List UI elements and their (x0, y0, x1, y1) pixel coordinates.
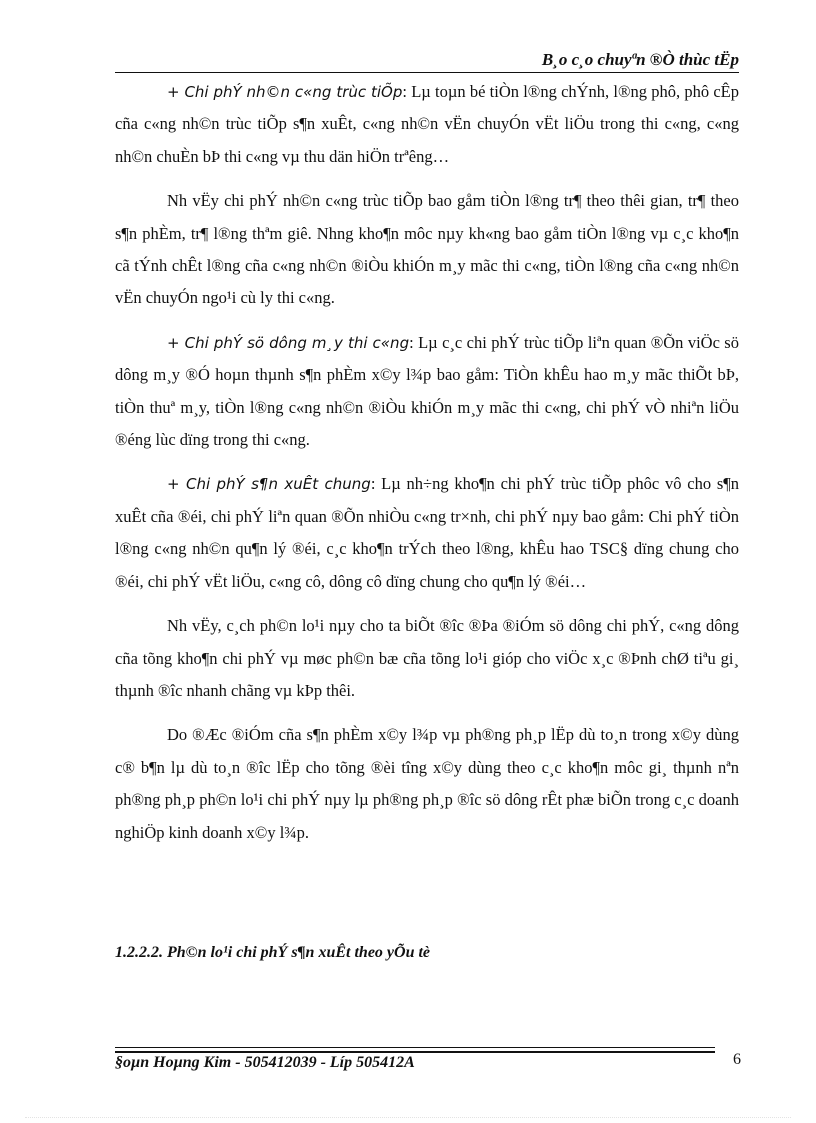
section-heading: 1.2.2.2. Ph©n lo¹i chi phÝ s¶n xuÊt theo yÕu tè (115, 944, 431, 961)
paragraph-classification-summary (115, 610, 739, 707)
paragraph-direct-labor (115, 76, 739, 173)
paragraph-machine-costs (115, 327, 739, 457)
paragraph-text: : Lµ toµn bé tiÒn l®ng chÝnh, l®ng phô, phô cÊp cña c«ng nh©n trùc tiÕp s¶n xuÊt, c«ng nh©n vËn chuyÓn vËt liÖu trong thi c«ng, c«ng nh©n chuÈn bÞ thi c«ng vµ thu dän hiÖn trªêng… (115, 82, 739, 166)
paragraph-text: : Lµ c¸c chi phÝ trùc tiÕp liªn quan ®Õn viÖc sö dông m¸y ®Ó hoµn thµnh s¶n phÈm x©y l¾p bao gåm: TiÒn khÊu hao m¸y mãc thiÕt bÞ, tiÒn thuª m¸y, tiÒn l®ng c«ng nh©n ®iÒu khiÓn m¸y mãc thi c«ng, chi phÝ vÒ nhiªn liÖu ®éng lùc dïng trong thi c«ng. (115, 332, 739, 450)
header-rule (115, 72, 739, 73)
report-title: B¸o c¸o chuyªn ®Ò thùc tËp (541, 50, 739, 69)
page-edge-dots (25, 1117, 791, 1118)
body-text (115, 76, 739, 849)
page-number: 6 (733, 1051, 741, 1068)
paragraph-text: Nh vËy, c¸ch ph©n lo¹i nµy cho ta biÕt ®îc ®Þa ®iÓm sö dông chi phÝ, c«ng dông cña tõng kho¶n chi phÝ vµ møc ph©n bæ cña tõng lo¹i gióp cho viÖc x¸c ®Þnh chØ tiªu gi¸ thµnh ®îc nhanh chãng vµ kÞp thêi. (115, 616, 739, 700)
footer-rule-thick (115, 1051, 715, 1053)
paragraph-text: Nh vËy chi phÝ nh©n c«ng trùc tiÕp bao gåm tiÒn l®ng tr¶ theo thêi gian, tr¶ theo s¶n phÈm, tr¶ l®ng thªm giê. Nhng kho¶n môc nµy kh«ng bao gåm tiÒn l®ng vµ c¸c kho¶n cã tÝnh chÊt l®ng cña c«ng nh©n ®iÒu khiÓn m¸y mãc thi c«ng, tiÒn l®ng cña c«ng nh©n vËn chuyÓn ngo¹i cù ly thi c«ng. (115, 191, 739, 308)
paragraph-label: + Chi phÝ s¶n xuÊt chung (167, 475, 371, 494)
paragraph-label: + Chi phÝ nh©n c«ng trùc tiÕp (167, 83, 403, 101)
paragraph-general-production (115, 468, 739, 598)
footer-author: §oµn Hoµng Kim - 505412039 - Líp 505412A (115, 1054, 415, 1071)
paragraph-text: : Lµ nh÷ng kho¶n chi phÝ trùc tiÕp phôc vô cho s¶n xuÊt cña ®éi, chi phÝ liªn quan ®Õn nhiÒu c«ng tr×nh, chi phÝ nµy bao gåm: Chi phÝ tiÒn l®ng c«ng nh©n qu¶n lý ®éi, c¸c kho¶n trÝch theo l®ng, khÊu hao TSC§ dïng chung cho ®éi, chi phÝ vËt liÖu, c«ng cô, dông cô dïng chung cho qu¶n lý ®éi… (115, 474, 739, 591)
paragraph-label: + Chi phÝ sö dông m¸y thi c«ng (167, 333, 410, 352)
page-header (115, 50, 739, 72)
footer-rule (115, 1047, 715, 1048)
paragraph-construction-estimate (115, 719, 739, 849)
paragraph-text: Do ®Æc ®iÓm cña s¶n phÈm x©y l¾p vµ ph®ng ph¸p lËp dù to¸n trong x©y dùng c® b¶n lµ dù to¸n ®îc lËp cho tõng ®èi tîng x©y dùng theo c¸c kho¶n môc gi¸ thµnh nªn ph®ng ph¸p ph©n lo¹i chi phÝ nµy lµ ph®ng ph¸p ®îc sö dông rÊt phæ biÕn trong c¸c doanh nghiÖp kinh doanh x©y l¾p. (115, 725, 739, 842)
paragraph-labor-summary (115, 185, 739, 315)
